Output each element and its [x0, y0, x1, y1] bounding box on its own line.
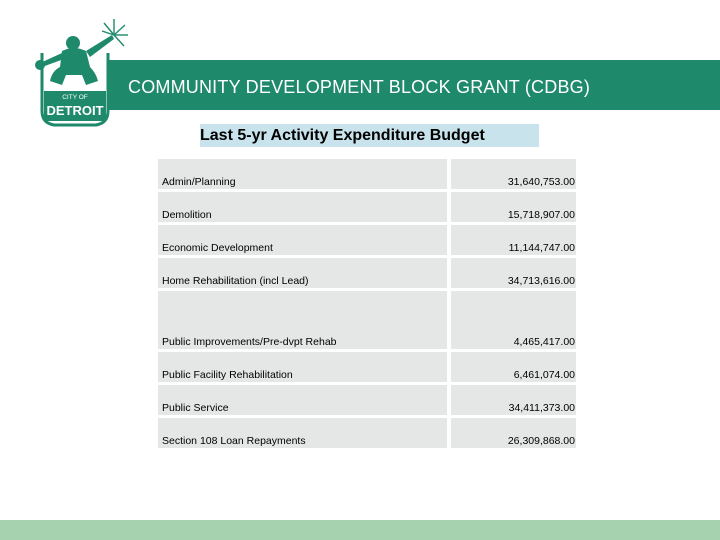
- table-row: [158, 258, 576, 288]
- amount-cell: 34,411,373.00: [451, 385, 576, 415]
- amount-cell: 31,640,753.00: [451, 159, 576, 189]
- amount-cell: 15,718,907.00: [451, 192, 576, 222]
- amount-cell: 34,713,616.00: [451, 258, 576, 288]
- table-row: [158, 225, 576, 255]
- table-row: [158, 159, 576, 189]
- table-row: [158, 385, 576, 415]
- logo-city-of-text: CITY OF: [62, 94, 88, 101]
- category-cell: Public Facility Rehabilitation: [158, 352, 447, 382]
- amount-cell: 4,465,417.00: [451, 291, 576, 349]
- city-of-detroit-logo: [30, 15, 130, 131]
- amount-cell: 26,309,868.00: [451, 418, 576, 448]
- category-cell: Public Improvements/Pre-dvpt Rehab: [158, 291, 447, 349]
- page-title: COMMUNITY DEVELOPMENT BLOCK GRANT (CDBG): [128, 77, 591, 97]
- amount-cell: 11,144,747.00: [451, 225, 576, 255]
- footer-bar: [0, 520, 720, 540]
- table-subtitle: Last 5-yr Activity Expenditure Budget: [200, 127, 485, 144]
- category-cell: Admin/Planning: [158, 159, 447, 189]
- category-cell: Economic Development: [158, 225, 447, 255]
- category-cell: Demolition: [158, 192, 447, 222]
- category-cell: Public Service: [158, 385, 447, 415]
- logo-detroit-text: DETROIT: [46, 103, 104, 118]
- amount-cell: 6,461,074.00: [451, 352, 576, 382]
- table-row: [158, 192, 576, 222]
- budget-table: [158, 156, 576, 451]
- table-row: [158, 291, 576, 349]
- table-row: [158, 352, 576, 382]
- category-cell: Home Rehabilitation (incl Lead): [158, 258, 447, 288]
- spirit-of-detroit-figure: [35, 35, 114, 85]
- table-row: [158, 418, 576, 448]
- category-cell: Section 108 Loan Repayments: [158, 418, 447, 448]
